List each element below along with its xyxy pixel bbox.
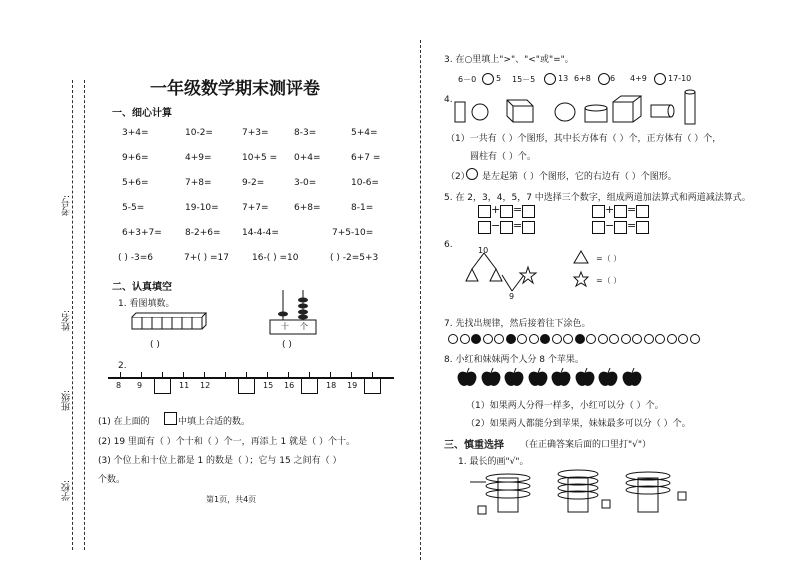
calc-item: 0+4= [294,153,321,163]
triangle-icon [573,250,589,264]
calc-item: 10-6= [351,178,379,188]
number-label: 考号: [62,195,72,217]
number-line-label: 16 [284,381,295,390]
calc-item: 7+7= [242,203,269,213]
ten-blocks [132,313,212,331]
operator-symbol: = [627,219,637,232]
q6-bottom-number: 9 [509,292,515,301]
section3-heading: 三、慎重选择 [444,440,504,451]
pattern-bead[interactable] [448,334,458,344]
apple-icon [597,368,619,388]
equation-answer-box[interactable] [522,221,535,234]
q2-s1b: 中填上合适的数。 [178,417,251,427]
q3-expression: 4+9 [630,74,647,83]
calc-blank-item[interactable]: ( ) -3=6 [118,253,153,263]
q3-expression: 17-10 [668,74,692,83]
pattern-bead[interactable] [483,334,493,344]
number-line-tick [267,372,268,378]
number-line-answer-box[interactable] [364,378,381,394]
calc-blank-item[interactable]: 16-( ) =10 [252,253,299,263]
calc-item: 14-4-4= [242,228,279,238]
q3-expression: 6－0 [458,75,477,84]
calc-item: 3-0= [294,178,317,188]
pattern-bead[interactable] [575,334,585,344]
calc-item: 3+4= [122,128,149,138]
pattern-bead[interactable] [690,334,700,344]
calc-item: 10-2= [185,128,213,138]
pattern-bead[interactable] [552,334,562,344]
pattern-bead[interactable] [621,334,631,344]
operator-symbol: = [627,203,637,216]
q8-s2: （2）如果两人都能分到苹果，妹妹最多可以分（ ）个。 [466,419,691,429]
calc-item: 4+9= [185,153,212,163]
q4-label: 4. [444,95,453,105]
number-line-label: 11 [179,381,190,390]
calc-item: 9-2= [242,178,265,188]
q2-label: 2. [118,361,127,371]
page-footer: 第1页，共4页 [206,495,257,504]
section1-heading: 一、细心计算 [112,108,172,119]
sphere-icon [466,168,480,182]
q3-expression: 5 [496,74,502,83]
pattern-bead[interactable] [644,334,654,344]
calc-item: 7+3= [242,128,269,138]
compare-circle[interactable] [544,73,556,85]
binding-line-inner [84,80,85,550]
pattern-bead[interactable] [678,334,688,344]
number-line-tick [183,372,184,378]
calc-item: 5+4= [351,128,378,138]
q2-s3: (3) 个位上和十位上都是 1 的数是（ ）；它与 15 之间有（ ） [98,456,342,466]
q2-s1: (1) 在上面的 [98,417,150,427]
number-line-label: 12 [200,381,211,390]
calc-item: 6+7 = [351,153,381,163]
square-symbol [164,412,177,425]
number-line-answer-box[interactable] [301,378,318,394]
pattern-bead[interactable] [598,334,608,344]
pattern-bead[interactable] [563,334,573,344]
q4-s1b: 圆柱有（ ）个。 [470,152,536,162]
equation-answer-box[interactable] [614,221,627,234]
number-line-tick [330,372,331,378]
calc-item: 9+6= [122,153,149,163]
q3-expression: 13 [558,74,569,83]
section3-note: （在正确答案后面的口里打"√"） [520,440,652,450]
calc-item: 8-1= [351,203,374,213]
apple-icon [503,368,525,388]
q6-top-number: 10 [478,246,489,255]
number-line-label: 19 [347,381,358,390]
number-line-tick [120,372,121,378]
apple-icon [456,368,478,388]
equation-answer-box[interactable] [592,205,605,218]
calc-item: 5-5= [122,203,145,213]
star-icon [573,271,589,287]
pattern-bead[interactable] [609,334,619,344]
calc-item: 7+8= [185,178,212,188]
pattern-bead[interactable] [540,334,550,344]
equation-answer-box[interactable] [500,205,513,218]
number-line-answer-box[interactable] [154,378,171,394]
operator-symbol: + [491,203,501,216]
calc-item: 10+5 = [242,153,278,163]
q2-s2: (2) 19 里面有（ ）个十和（ ）个一，再添上 1 就是（ ）个十。 [98,437,355,447]
q6-label: 6. [444,240,453,250]
section2-heading: 二、认真填空 [112,282,172,293]
q8-s1: （1）如果两人分得一样多，小红可以分（ ）个。 [466,401,664,411]
q7-label: 7. 先找出规律，然后接着往下涂色。 [444,319,591,329]
calc-item: 8-3= [294,128,317,138]
calc-item: 8-2+6= [185,228,221,238]
pattern-bead[interactable] [529,334,539,344]
equation-answer-box[interactable] [592,221,605,234]
coil-pictures [470,466,730,516]
pattern-bead[interactable] [460,334,470,344]
equation-answer-box[interactable] [522,205,535,218]
pattern-bead[interactable] [506,334,516,344]
operator-symbol: − [605,219,615,232]
q6-eq1: =（ ） [596,254,622,263]
q1-label: 1. 看图填数。 [118,299,175,309]
number-line-tick [288,372,289,378]
calc-blank-item[interactable]: ( ) -2=5+3 [330,253,379,263]
abacus [268,290,318,340]
c1-label: 1. 最长的画"√"。 [458,457,529,467]
compare-circle[interactable] [598,73,610,85]
calc-item: 5+6= [122,178,149,188]
calc-item: 7+5-10= [332,228,374,238]
equation-answer-box[interactable] [478,205,491,218]
number-line-tick [225,372,226,378]
number-line-label: 8 [116,381,122,390]
abacus-one: 个 [300,322,308,331]
q5-label: 5. 在 2，3，4，5，7 中选择三个数字，组成两道加法算式和两道减法算式。 [444,193,751,203]
q1a-answer[interactable]: ( ) [150,340,160,350]
q4-s1: （1）一共有（ ）个图形，其中长方体有（ ）个，正方体有（ ）个， [446,134,722,144]
fold-line [420,40,421,560]
operator-symbol: + [605,203,615,216]
calc-item: 6+3+7= [122,228,162,238]
number-line-tick [204,372,205,378]
class-label: 班级: [62,390,72,412]
q3-expression: 6+8 [574,74,591,83]
number-line-label: 18 [326,381,337,390]
equation-answer-box[interactable] [636,221,649,234]
number-line-label: 9 [137,381,143,390]
pattern-bead[interactable] [655,334,665,344]
abacus-ten: 十 [281,322,289,331]
operator-symbol: − [491,219,501,232]
equation-answer-box[interactable] [478,221,491,234]
apple-icon [480,368,502,388]
q4-s2b: 是左起第（ ）个图形，它的右边有（ ）个图形。 [482,172,677,182]
compare-circle[interactable] [482,73,494,85]
operator-symbol: = [513,203,523,216]
equation-answer-box[interactable] [636,205,649,218]
apple-icon [621,368,643,388]
apple-icon [574,368,596,388]
pattern-bead[interactable] [494,334,504,344]
apple-icon [527,368,549,388]
pattern-bead[interactable] [471,334,481,344]
number-line-label: 15 [263,381,274,390]
calc-blank-item[interactable]: 7+( ) =17 [184,253,230,263]
number-line-tick [351,372,352,378]
q8-label: 8. 小红和妹妹两个人分 8 个苹果。 [444,355,584,365]
pattern-bead[interactable] [517,334,527,344]
name-label: 姓名: [62,310,72,332]
equation-answer-box[interactable] [500,221,513,234]
equation-answer-box[interactable] [614,205,627,218]
number-line-tick [141,372,142,378]
calc-item: 19-10= [185,203,219,213]
number-line-answer-box[interactable] [238,378,255,394]
apple-icon [550,368,572,388]
q3-expression: 6 [610,74,616,83]
compare-circle[interactable] [654,73,666,85]
calc-item: 6+8= [294,203,321,213]
school-label: 学校: [62,480,72,502]
pattern-bead[interactable] [632,334,642,344]
q3-label: 3. 在○里填上">"、"<"或"="。 [444,55,574,65]
operator-symbol: = [513,219,523,232]
page-title: 一年级数学期末测评卷 [150,79,320,99]
q6-eq2: =（ ） [596,276,622,285]
shapes-row [455,90,705,126]
q1b-answer[interactable]: ( ) [282,340,292,350]
q3-expression: 15－5 [512,75,536,84]
pattern-bead[interactable] [586,334,596,344]
pattern-bead[interactable] [667,334,677,344]
q4-s2: （2） [446,172,470,182]
q2-s3b: 个数。 [98,475,126,485]
